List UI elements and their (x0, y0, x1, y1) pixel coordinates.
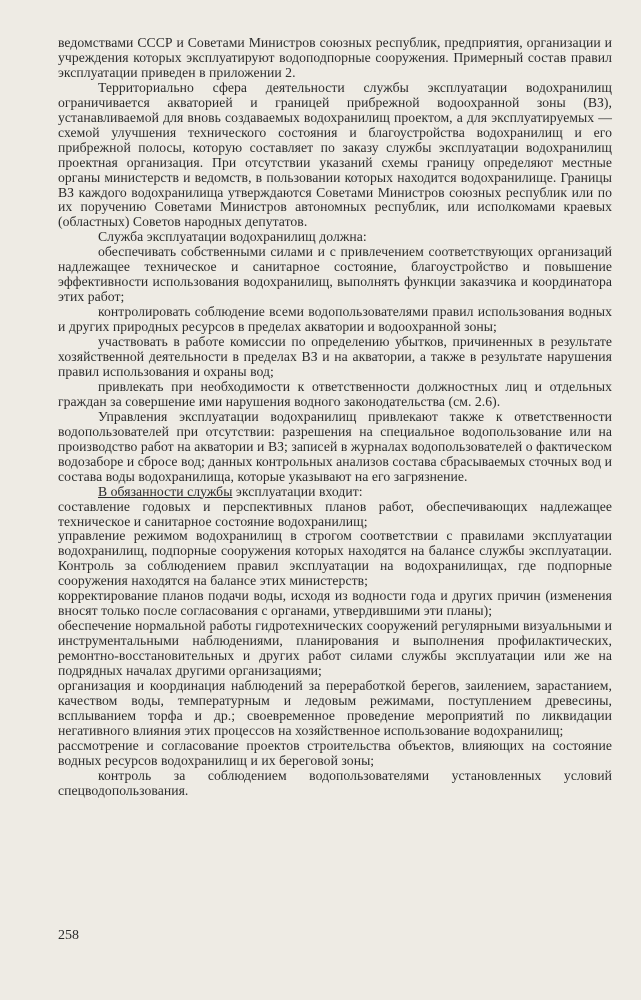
paragraph-9: В обязанности службы эксплуатации входит: (98, 483, 363, 499)
paragraph-14: организация и координация наблюдений за переработкой берегов, заилением, зарастанием, качеством воды, температурным и ледовым режимами, поступлением древесины, всплыванием торфа и др.; своевременное проведение мероприятий по ликвидации негативного влияния этих процессов на хозяйственное использование водохранилищ; (58, 677, 612, 738)
paragraph-5: контролировать соблюдение всеми водопользователями правил использования водных и других природных ресурсов в пределах акватории и водоохранной зоны; (58, 304, 612, 335)
paragraph-16: контроль за соблюдением водопользователями установленных условий спецводопользования. (58, 767, 612, 798)
paragraph-7: привлекать при необходимости к ответственности должностных лиц и отдельных граждан за совершение ими нарушения водного законодательства (см. 2.6). (58, 378, 612, 409)
page-number: 258 (58, 928, 79, 943)
paragraph-1: ведомствами СССР и Советами Министров союзных республик, предприятия, организации и учреждения которых эксплуатируют водоподпорные сооружения. Примерный состав правил эксплуатации приведен в приложении 2. (58, 35, 612, 80)
paragraph-8: Управления эксплуатации водохранилищ привлекают также к ответственности водопользователей при отсутствии: разрешения на специальное водопользование или на производство работ на акватории и ВЗ; записей в журналах водопользователей о фактическом водозаборе и сбросе вод; данных контрольных анализов состава сбрасываемых сточных вод и состава воды водохранилища, которые указывают на его загрязнение. (58, 408, 612, 484)
paragraph-13: обеспечение нормальной работы гидротехнических сооружений регулярными визуальными и инструментальными наблюдениями, планирования и выполнения профилактических, ремонтно-восстановительных и других работ силами службы эксплуатации или же на подрядных началах другими организациями; (58, 618, 612, 679)
paragraph-15: рассмотрение и согласование проектов строительства объектов, влияющих на состояние водных ресурсов водохранилищ и их береговой зоны; (58, 737, 612, 768)
body-text (58, 36, 612, 799)
paragraph-11: управление режимом водохранилищ в строгом соответствии с правилами эксплуатации водохранилищ, подпорные сооружения которых находятся на балансе службы эксплуатации. Контроль за соблюдением правил эксплуатации на водохранилищах, где подпорные сооружения находятся на балансе этих министерств; (58, 528, 612, 589)
underlined-phrase: В обязанности службы (98, 483, 233, 499)
paragraph-10: составление годовых и перспективных планов работ, обеспечивающих надлежащее техническое и санитарное состояние водохранилищ; (58, 498, 612, 529)
paragraph-2: Территориально сфера деятельности службы эксплуатации водохранилищ ограничивается акваторией и границей прибрежной водоохранной зоны (ВЗ), устанавливаемой для вновь создаваемых водохранилищ проектом, а для эксплуатируемых — схемой улучшения технического состояния и благоустройства водохранилищ и его прибрежной полосы, которую составляет по заказу службы эксплуатации водохранилищ проектная организация. При отсутствии указаний схемы границу определяют местные органы министерств и ведомств, в пользовании которых находится водохранилище. Границы ВЗ каждого водохранилища утверждаются Советами Министров союзных республик или по их поручению Советами Министров автономных республик, или исполкомами краевых (областных) Советов народных депутатов. (58, 79, 612, 230)
paragraph-12: корректирование планов подачи воды, исходя из водности года и других причин (изменения вносят только после согласования с органами, утвердившими эти планы); (58, 588, 612, 619)
paragraph-6: участвовать в работе комиссии по определению убытков, причиненных в результате хозяйственной деятельности в пределах ВЗ и на акватории, а также в результате нарушения правил использования и охраны вод; (58, 334, 612, 379)
paragraph-3: Служба эксплуатации водохранилищ должна: (98, 229, 367, 245)
paragraph-4: обеспечивать собственными силами и с привлечением соответствующих организаций надлежащее техническое и санитарное состояние, благоустройство и повышение эффективности использования водохранилищ, выполнять функции заказчика и координатора этих работ; (58, 244, 612, 305)
